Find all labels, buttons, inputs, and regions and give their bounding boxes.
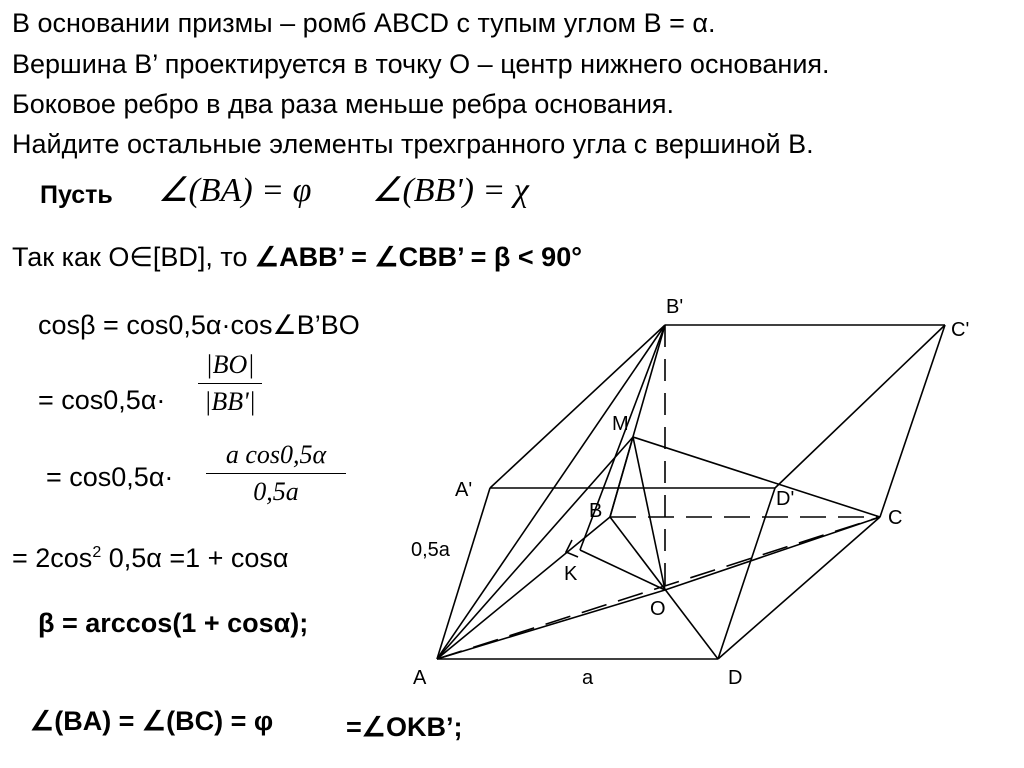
fraction-acos-numerator: a cos0,5α <box>225 440 327 469</box>
conclusion-tail: =∠OKB’; <box>346 712 463 742</box>
line-o-a <box>437 590 665 659</box>
label-edge-lateral: 0,5a <box>411 539 450 561</box>
fraction-bo-numerator: |BO| <box>205 350 255 379</box>
step-4-a: = 2cos <box>12 543 93 573</box>
label-a: A <box>413 667 427 689</box>
conclusion-main: ∠(BA) = ∠(BC) = φ <box>30 706 274 736</box>
fraction-bo-denominator: |BB'| <box>204 387 256 416</box>
label-d-prime: D' <box>776 488 795 510</box>
label-a-prime: A' <box>455 479 473 501</box>
derivation-step-1: cosβ = cos0,5α·cos∠B’BO <box>38 310 360 340</box>
label-o: O <box>650 598 666 620</box>
since-angles: ∠ABB’ = ∠CBB’ = β < 90° <box>254 242 583 272</box>
line-m-c <box>633 437 880 517</box>
label-c-prime: C' <box>951 319 970 341</box>
label-edge-base: a <box>582 667 594 689</box>
let-angle-ba: ∠(BA) = φ <box>158 172 312 209</box>
label-k: K <box>564 563 578 585</box>
diagonal-ac <box>437 517 880 659</box>
line-o-c <box>665 517 880 590</box>
let-angle-bb: ∠(BB') = χ <box>372 172 529 209</box>
line-a-m <box>437 437 633 659</box>
label-c: C <box>888 507 903 529</box>
edge-ccp <box>880 325 945 517</box>
problem-line-1: В основании призмы – ромб ABCD с тупым углом B = α. <box>12 8 716 38</box>
label-b-prime: B' <box>666 296 684 318</box>
problem-line-4: Найдите остальные элементы трехгранного угла с вершиной B. <box>12 129 814 159</box>
label-b: B <box>589 500 603 522</box>
step-4-b: 0,5α =1 + cosα <box>101 543 289 573</box>
edge-cpdp <box>775 325 945 488</box>
edge-aap <box>437 488 490 659</box>
let-label: Пусть <box>40 181 113 209</box>
line-k-o <box>580 550 665 590</box>
derivation-result: β = arccos(1 + cosα); <box>38 608 309 638</box>
label-d: D <box>728 667 743 689</box>
derivation-step-2-prefix: = cos0,5α· <box>38 385 166 415</box>
derivation-step-3-prefix: = cos0,5α· <box>46 462 174 492</box>
fraction-acos-denominator: 0,5a <box>253 477 299 506</box>
problem-line-2: Вершина B’ проектируется в точку O – центр нижнего основания. <box>12 49 830 79</box>
step-4-exponent: 2 <box>92 544 102 561</box>
problem-line-3: Боковое ребро в два раза меньше ребра основания. <box>12 89 675 119</box>
since-prefix: Так как O∈[BD], то <box>12 242 255 272</box>
label-m: M <box>612 413 629 435</box>
